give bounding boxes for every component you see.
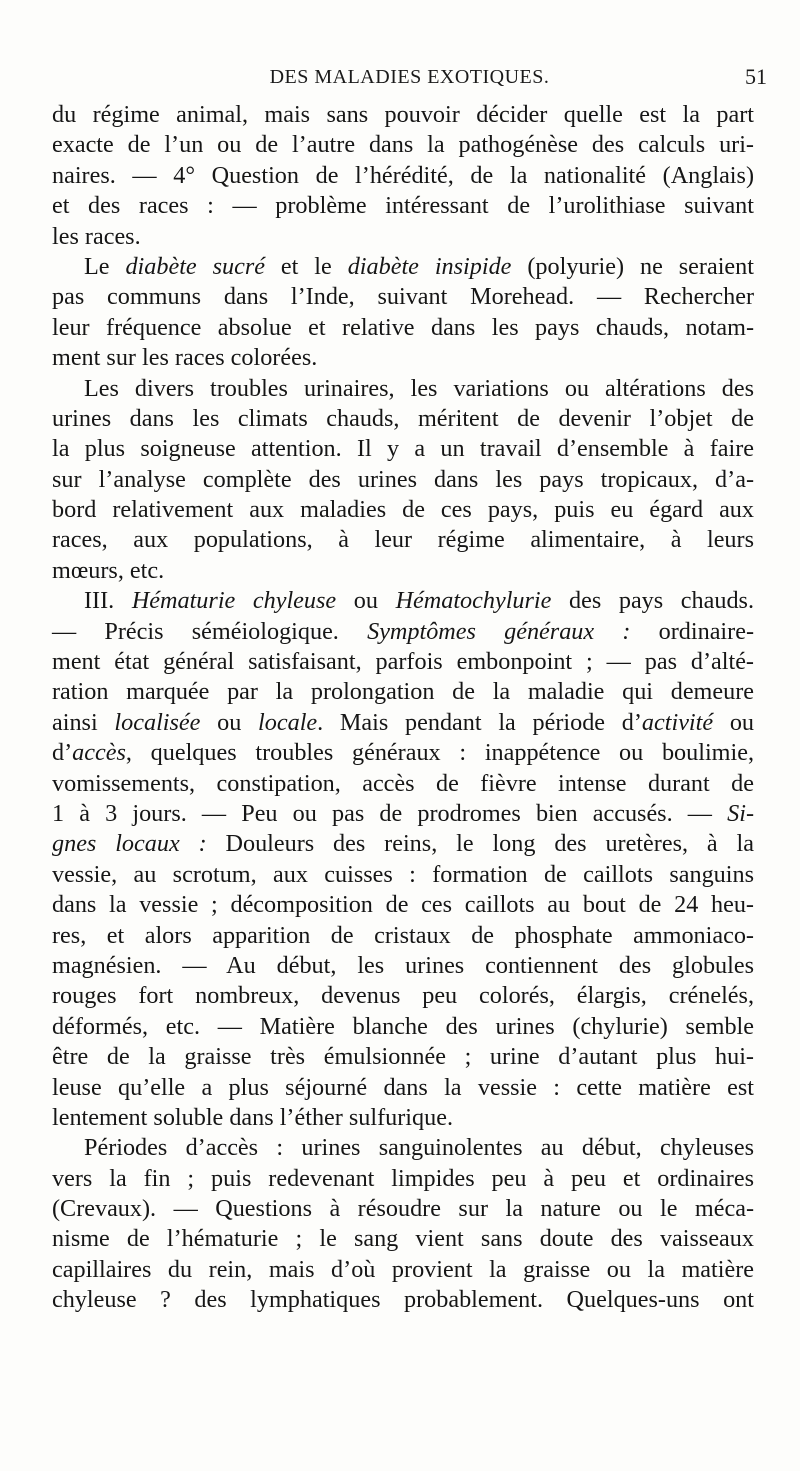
body-text <box>52 100 754 1316</box>
text-line: Les divers troubles urinaires, les variations ou altérations des <box>84 374 754 402</box>
text-segment: III. <box>84 587 132 615</box>
text-segment: 1 à 3 jours. — Peu ou pas de prodromes bien accusés. — <box>52 799 728 827</box>
text-line: vers la fin ; puis redevenant limpides peu à peu et ordinaires <box>52 1164 754 1192</box>
italic-term: diabète insipide <box>347 252 512 280</box>
text-line: Périodes d’accès : urines sanguinolentes au début, chyleuses <box>84 1134 754 1162</box>
italic-term: gnes locaux : <box>52 830 207 858</box>
text-segment: ou <box>336 587 396 615</box>
italic-term: localisée <box>114 708 201 736</box>
text-segment: ainsi <box>52 708 115 736</box>
text-line: vessie, au scrotum, aux cuisses : formation de caillots sanguins <box>52 860 754 888</box>
text-line <box>52 738 754 768</box>
text-line <box>52 799 754 829</box>
text-segment: — Précis séméiologique. <box>52 617 368 645</box>
text-segment: Le <box>84 252 126 280</box>
text-line: déformés, etc. — Matière blanche des urines (chylurie) semble <box>52 1012 754 1040</box>
text-line: dans la vessie ; décomposition de ces caillots au bout de 24 heu- <box>52 891 754 919</box>
italic-term: Hématochylurie <box>395 587 552 615</box>
page-header <box>52 62 767 94</box>
page-number: 51 <box>745 64 767 89</box>
text-segment: et le <box>264 252 348 280</box>
text-line <box>52 252 754 282</box>
text-line: (Crevaux). — Questions à résoudre sur la nature ou le méca- <box>52 1195 754 1223</box>
text-segment: ou <box>713 708 755 736</box>
text-line: rouges fort nombreux, devenus peu colorés, élargis, crénelés, <box>52 982 754 1010</box>
text-line: la plus soigneuse attention. Il y a un travail d’ensemble à faire <box>52 435 754 463</box>
text-line: les races. <box>52 222 141 250</box>
text-segment: (polyurie) ne seraient <box>511 252 754 280</box>
text-line: leuse qu’elle a plus séjourné dans la vessie : cette matière est <box>52 1073 754 1101</box>
text-line: du régime animal, mais sans pouvoir décider quelle est la part <box>52 101 754 128</box>
text-line: et des races : — problème intéressant de l’urolithiase suivant <box>52 192 754 220</box>
text-segment: . Mais pendant la période d’ <box>317 708 642 736</box>
text-line: exacte de l’un ou de l’autre dans la pathogénèse des calculs uri- <box>52 131 754 159</box>
text-line: sur l’analyse complète des urines dans les pays tropicaux, d’a- <box>52 465 754 493</box>
text-segment: , quelques troubles généraux : inappétence ou boulimie, <box>125 739 754 767</box>
text-line: nisme de l’hématurie ; le sang vient sans doute des vaisseaux <box>52 1225 754 1253</box>
text-line: mœurs, etc. <box>52 556 165 584</box>
italic-term: diabète sucré <box>125 252 265 280</box>
text-line: ment état général satisfaisant, parfois embonpoint ; — pas d’alté- <box>52 648 754 676</box>
text-line <box>52 829 754 859</box>
text-line <box>52 708 754 738</box>
text-segment: Douleurs des reins, le long des uretères, à la <box>206 830 754 858</box>
text-line <box>52 617 754 647</box>
text-line: lentement soluble dans l’éther sulfurique. <box>52 1103 453 1131</box>
italic-term: activité <box>641 708 714 736</box>
text-line: pas communs dans l’Inde, suivant Morehead. — Rechercher <box>52 283 754 311</box>
text-line: urines dans les climats chauds, méritent de devenir l’objet de <box>52 404 754 432</box>
text-segment: d’ <box>52 739 73 767</box>
text-line: races, aux populations, à leur régime alimentaire, à leurs <box>52 526 754 554</box>
text-line: bord relativement aux maladies de ces pays, puis eu égard aux <box>52 496 754 524</box>
italic-term: Symptômes généraux : <box>367 617 631 645</box>
text-line: leur fréquence absolue et relative dans les pays chauds, notam- <box>52 313 754 341</box>
text-line: vomissements, constipation, accès de fièvre intense durant de <box>52 769 754 797</box>
text-line: ment sur les races colorées. <box>52 344 318 372</box>
text-segment: des pays chauds. <box>551 587 755 615</box>
text-segment: ou <box>200 708 259 736</box>
text-segment: ordinaire- <box>630 617 755 645</box>
italic-term: Si- <box>727 799 754 827</box>
text-line: naires. — 4° Question de l’hérédité, de la nationalité (Anglais) <box>52 161 754 189</box>
italic-term: accès <box>72 739 126 767</box>
italic-term: Hématurie chyleuse <box>131 587 337 615</box>
italic-term: locale <box>258 708 318 736</box>
text-line: chyleuse ? des lymphatiques probablement. Quelques-uns ont <box>52 1286 754 1314</box>
text-line <box>52 586 754 616</box>
text-line: res, et alors apparition de cristaux de phosphate ammoniaco- <box>52 921 754 949</box>
text-line: ration marquée par la prolongation de la maladie qui demeure <box>52 678 754 706</box>
text-line: être de la graisse très émulsionnée ; urine d’autant plus hui- <box>52 1043 754 1071</box>
running-title: DES MALADIES EXOTIQUES. <box>269 66 550 88</box>
text-line: magnésien. — Au début, les urines contiennent des globules <box>52 951 754 979</box>
text-line: capillaires du rein, mais d’où provient la graisse ou la matière <box>52 1255 754 1283</box>
